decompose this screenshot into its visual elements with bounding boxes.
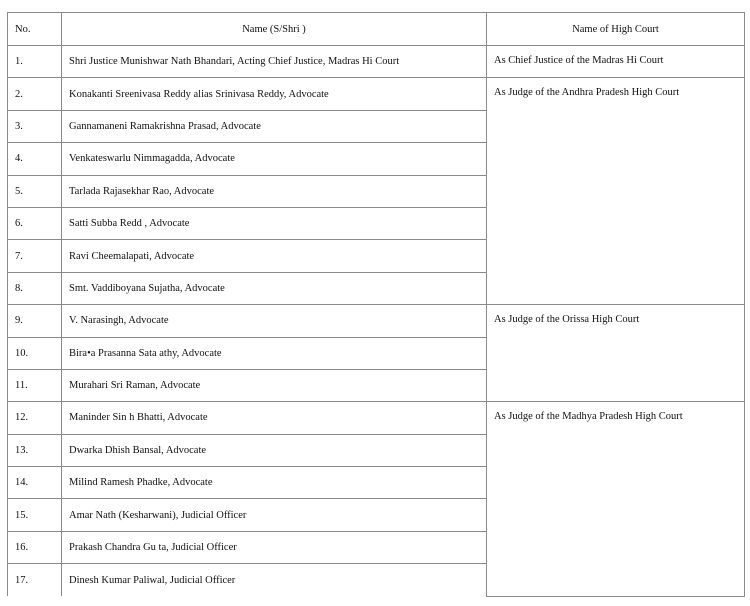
row-number: 5.: [8, 175, 62, 207]
row-number: 9.: [8, 305, 62, 337]
row-name: Maninder Sin h Bhatti, Advocate: [62, 402, 487, 434]
row-name: Venkateswarlu Nimmagadda, Advocate: [62, 143, 487, 175]
header-name: Name (S/Shri ): [62, 13, 487, 46]
table-row: [8, 305, 745, 337]
row-number: 3.: [8, 110, 62, 142]
row-name: Prakash Chandra Gu ta, Judicial Officer: [62, 531, 487, 563]
row-number: 16.: [8, 531, 62, 563]
row-name: Amar Nath (Kesharwani), Judicial Officer: [62, 499, 487, 531]
row-name: Dwarka Dhish Bansal, Advocate: [62, 434, 487, 466]
row-name: V. Narasingh, Advocate: [62, 305, 487, 337]
row-number: 4.: [8, 143, 62, 175]
row-number: 13.: [8, 434, 62, 466]
row-number: 7.: [8, 240, 62, 272]
court-orissa: As Judge of the Orissa High Court: [487, 305, 745, 402]
header-no: No.: [8, 13, 62, 46]
table-row: [8, 78, 745, 110]
row-name: Shri Justice Munishwar Nath Bhandari, Acting Chief Justice, Madras Hi Court: [62, 46, 487, 78]
row-name: Tarlada Rajasekhar Rao, Advocate: [62, 175, 487, 207]
row-number: 8.: [8, 272, 62, 304]
court-madras: As Chief Justice of the Madras Hi Court: [487, 46, 745, 78]
row-number: 10.: [8, 337, 62, 369]
row-name: Satti Subba Redd , Advocate: [62, 207, 487, 239]
row-number: 15.: [8, 499, 62, 531]
row-name: Konakanti Sreenivasa Reddy alias Srinivasa Reddy, Advocate: [62, 78, 487, 110]
court-madhya-pradesh: As Judge of the Madhya Pradesh High Court: [487, 402, 745, 596]
row-number: 12.: [8, 402, 62, 434]
row-number: 11.: [8, 369, 62, 401]
row-number: 17.: [8, 564, 62, 596]
row-number: 14.: [8, 467, 62, 499]
row-number: 6.: [8, 207, 62, 239]
header-court: Name of High Court: [487, 13, 745, 46]
row-name: Dinesh Kumar Paliwal, Judicial Officer: [62, 564, 487, 596]
table-row: [8, 46, 745, 78]
row-name: Gannamaneni Ramakrishna Prasad, Advocate: [62, 110, 487, 142]
row-number: 2.: [8, 78, 62, 110]
row-name: Ravi Cheemalapati, Advocate: [62, 240, 487, 272]
row-number: 1.: [8, 46, 62, 78]
header-row: [8, 13, 745, 46]
row-name: Bira•a Prasanna Sata athy, Advocate: [62, 337, 487, 369]
row-name: Smt. Vaddiboyana Sujatha, Advocate: [62, 272, 487, 304]
appointments-table: [7, 12, 745, 597]
row-name: Murahari Sri Raman, Advocate: [62, 369, 487, 401]
court-andhra-pradesh: As Judge of the Andhra Pradesh High Court: [487, 78, 745, 305]
row-name: Milind Ramesh Phadke, Advocate: [62, 467, 487, 499]
table-row: [8, 402, 745, 434]
